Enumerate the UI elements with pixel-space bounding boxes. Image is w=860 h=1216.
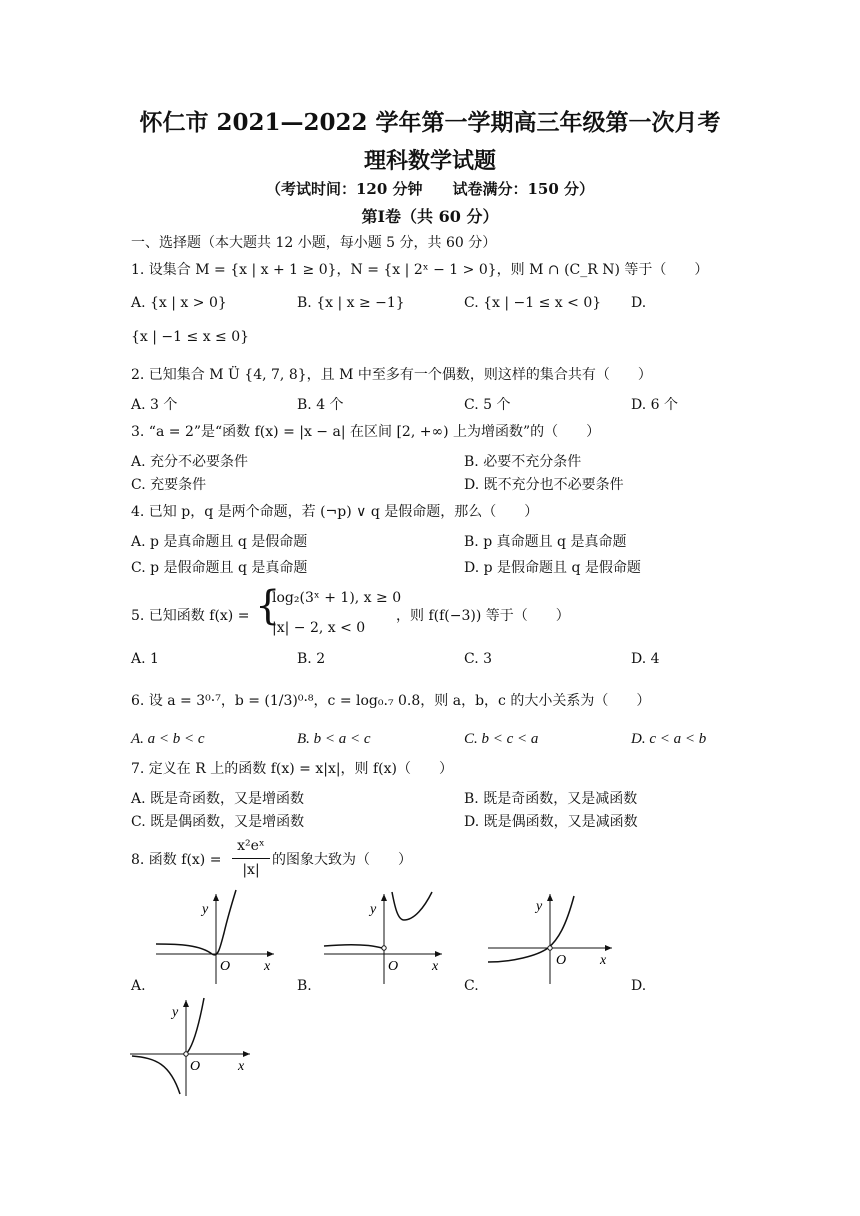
q8-stem-post: 的图象大致为（ ） [272,852,412,868]
q5-option-d: D. 4 [631,651,660,667]
exam-info: （考试时间：120 分钟 试卷满分：150 分） [265,180,595,198]
q1-stem: 1. 设集合 M = {x | x + 1 ≥ 0}，N = {x | 2ˣ − 1 > 0}，则 M ∩ (C_R N) 等于（ ） [131,262,709,278]
q8-denominator: |x| [242,862,260,878]
q8-graph-a-y-label: y [202,902,209,917]
q6-stem: 6. 设 a = 3⁰·⁷，b = (1/3)⁰·⁸，c = log₀.₇ 0.8，则 a，b，c 的大小关系为（ ） [131,693,651,709]
q8-graph-b-origin: O [388,959,399,974]
q5-brace: { [255,583,281,629]
q8-graph-a-x-label: x [264,959,271,974]
q8-option-d: D. [631,978,647,994]
q8-graph-a [150,888,280,988]
q6-option-b: B. b < a < c [297,731,371,747]
q8-option-a: A. [131,978,146,994]
q7-option-c: C. 既是偶函数，又是增函数 [131,814,305,830]
q8-graph-b-x-label: x [432,959,439,974]
q5-stem-post: ，则 f(f(−3)) 等于（ ） [396,608,570,624]
q1-option-a: A. {x | x > 0} [131,295,227,311]
q3-option-a: A. 充分不必要条件 [131,454,249,470]
q3-option-d: D. 既不充分也不必要条件 [464,477,624,493]
q8-option-b: B. [297,978,312,994]
q8-graph-d-x-label: x [238,1059,245,1074]
q2-option-a: A. 3 个 [131,397,178,413]
volume-title: 第Ⅰ卷（共 60 分） [361,207,499,226]
q8-graph-d [126,994,256,1100]
q4-option-c: C. p 是假命题且 q 是真命题 [131,560,308,576]
q1-option-c: C. {x | −1 ≤ x < 0} [464,295,602,311]
q2-option-c: C. 5 个 [464,397,511,413]
q8-fraction-bar [232,858,270,859]
q7-option-d: D. 既是偶函数，又是减函数 [464,814,638,830]
q8-graph-b-y-label: y [370,902,377,917]
q7-option-a: A. 既是奇函数，又是增函数 [131,791,305,807]
exam-subject: 理科数学试题 [363,148,496,174]
q8-graph-c-y-label: y [536,899,543,914]
q3-option-b: B. 必要不充分条件 [464,454,582,470]
q8-numerator: x²eˣ [237,838,265,854]
q5-option-b: B. 2 [297,651,326,667]
q5-option-a: A. 1 [131,651,159,667]
q8-graph-c [482,888,617,988]
q8-stem-pre: 8. 函数 f(x) = [131,852,222,868]
q8-graph-d-y-label: y [172,1005,179,1020]
q8-graph-c-origin: O [556,953,567,968]
q4-stem: 4. 已知 p，q 是两个命题，若 (¬p) ∨ q 是假命题，那么（ ） [131,504,539,520]
q5-option-c: C. 3 [464,651,493,667]
q6-option-a: A. a < b < c [131,731,205,747]
q4-option-d: D. p 是假命题且 q 是假命题 [464,560,641,576]
q3-stem: 3. “a = 2”是“函数 f(x) = |x − a| 在区间 [2, +∞) 上为增函数”的（ ） [131,424,601,440]
q5-stem-pre: 5. 已知函数 f(x) = [131,608,250,624]
exam-title: 怀仁市 2021—2022 学年第一学期高三年级第一次月考 [139,109,721,136]
q1-option-b: B. {x | x ≥ −1} [297,295,405,311]
q4-option-a: A. p 是真命题且 q 是假命题 [131,534,308,550]
q6-option-c: C. b < c < a [464,731,539,747]
q5-case-2: |x| − 2, x < 0 [272,620,366,636]
q7-stem: 7. 定义在 R 上的函数 f(x) = x|x|，则 f(x)（ ） [131,761,454,777]
q1-option-d: D. [631,295,647,311]
q7-option-b: B. 既是奇函数，又是减函数 [464,791,638,807]
q2-option-b: B. 4 个 [297,397,344,413]
q8-graph-b [318,888,448,988]
q1-option-d-content: {x | −1 ≤ x ≤ 0} [131,329,250,345]
q3-option-c: C. 充要条件 [131,477,207,493]
q4-option-b: B. p 真命题且 q 是真命题 [464,534,627,550]
q8-graph-c-x-label: x [600,953,607,968]
q2-option-d: D. 6 个 [631,397,678,413]
q5-case-1: log₂(3ˣ + 1), x ≥ 0 [272,590,402,606]
q8-option-c: C. [464,978,479,994]
q8-graph-d-origin: O [190,1059,201,1074]
q2-stem: 2. 已知集合 M Ü {4, 7, 8}，且 M 中至多有一个偶数，则这样的集合共有（ ） [131,367,652,383]
q8-graph-a-origin: O [220,959,231,974]
section-heading: 一、选择题（本大题共 12 小题，每小题 5 分，共 60 分） [131,235,497,251]
q6-option-d: D. c < a < b [631,731,707,747]
